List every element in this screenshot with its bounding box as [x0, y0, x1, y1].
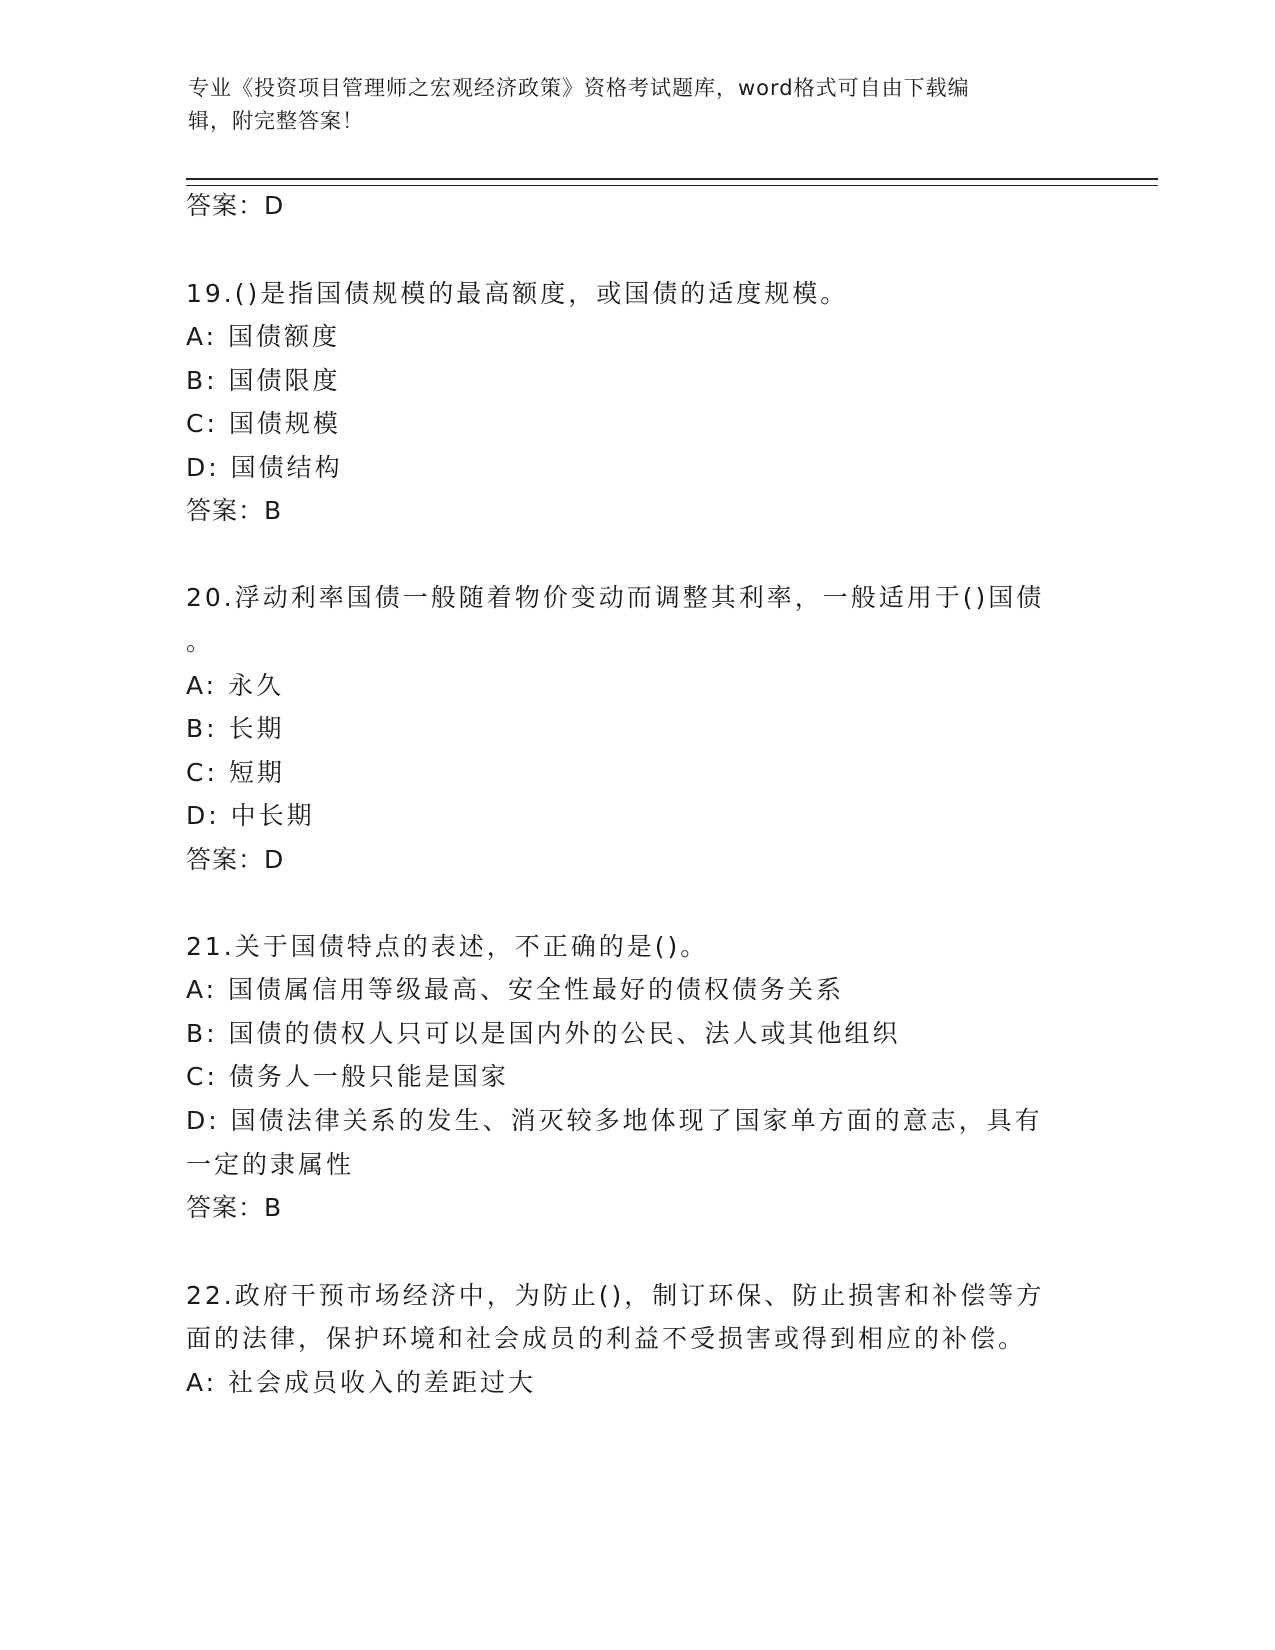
header-divider	[186, 178, 1158, 186]
document-header-note	[188, 72, 1068, 138]
question-20-option-d: D: 中长期	[186, 801, 315, 830]
question-22-stem-line-1: 22.政府干预市场经济中，为防止()，制订环保、防止损害和补偿等方	[186, 1281, 1045, 1310]
question-22-option-a: A: 社会成员收入的差距过大	[186, 1368, 537, 1397]
question-21-option-d-line-1: D: 国债法律关系的发生、消灭较多地体现了国家单方面的意志，具有	[186, 1106, 1043, 1135]
question-21-stem: 21.关于国债特点的表述，不正确的是()。	[186, 932, 709, 961]
question-21-option-c: C: 债务人一般只能是国家	[186, 1062, 509, 1091]
header-note-line-1: 专业《投资项目管理师之宏观经济政策》资格考试题库，word格式可自由下载编	[188, 76, 970, 100]
question-22-stem-line-2: 面的法律，保护环境和社会成员的利益不受损害或得到相应的补偿。	[186, 1324, 1027, 1353]
answer-previous: 答案：D	[186, 191, 285, 220]
header-note-line-2: 辑，附完整答案！	[188, 109, 364, 133]
question-19-option-a: A: 国债额度	[186, 322, 341, 351]
question-19-stem: 19.()是指国债规模的最高额度，或国债的适度规模。	[186, 279, 849, 308]
question-19-option-d: D: 国债结构	[186, 453, 343, 482]
question-21-option-a: A: 国债属信用等级最高、安全性最好的债权债务关系	[186, 975, 845, 1004]
question-20-option-b: B: 长期	[186, 714, 285, 743]
question-19-option-c: C: 国债规模	[186, 409, 341, 438]
question-19-answer: 答案：B	[186, 496, 283, 525]
question-19-option-b: B: 国债限度	[186, 366, 341, 395]
question-20-stem-line-1: 20.浮动利率国债一般随着物价变动而调整其利率，一般适用于()国债	[186, 583, 1045, 612]
question-21-option-b: B: 国债的债权人只可以是国内外的公民、法人或其他组织	[186, 1019, 901, 1048]
question-20-stem-line-2: 。	[186, 627, 215, 656]
question-21-option-d-line-2: 一定的隶属性	[186, 1150, 355, 1179]
question-20-option-a: A: 永久	[186, 671, 285, 700]
question-21-answer: 答案：B	[186, 1193, 283, 1222]
question-20-option-c: C: 短期	[186, 758, 285, 787]
question-20-answer: 答案：D	[186, 845, 285, 874]
